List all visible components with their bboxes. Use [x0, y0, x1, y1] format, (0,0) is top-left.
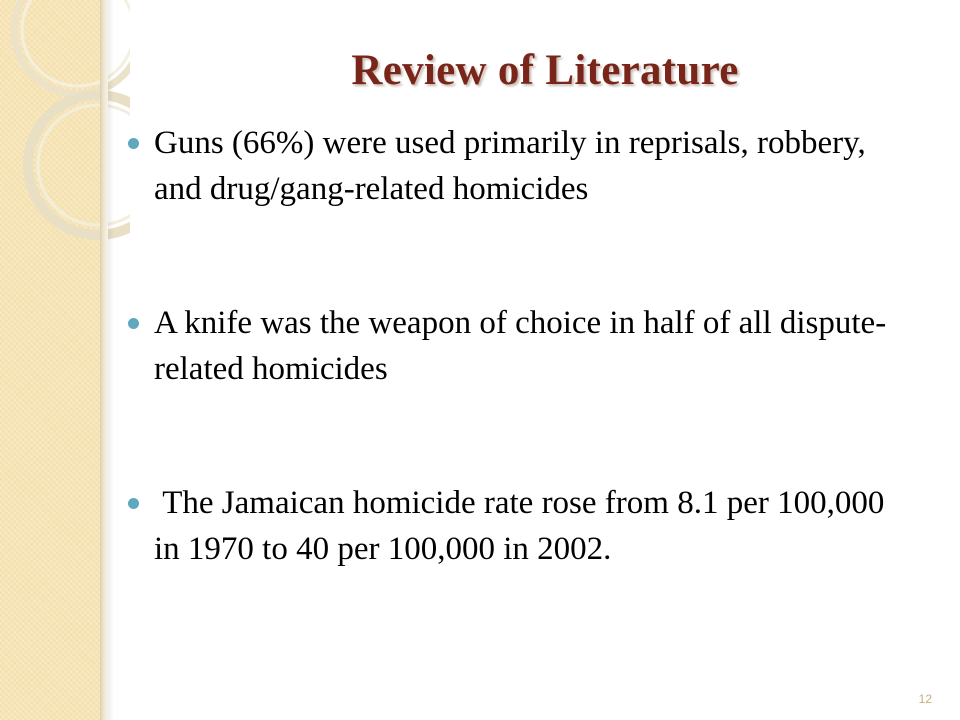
bullet-icon — [128, 318, 139, 329]
bullet-icon — [128, 138, 139, 149]
slide-number: 12 — [918, 692, 932, 706]
bullet-text: Guns (66%) were used primarily in reprisals, robbery, and drug/gang-related homicides — [154, 125, 866, 207]
side-band-edge — [100, 0, 108, 720]
slide-title: Review of Literature — [351, 47, 739, 94]
bullet-text: The Jamaican homicide rate rose from 8.1 per 100,000 in 1970 to 40 per 100,000 in 2002. — [154, 485, 893, 567]
bullet-item — [128, 300, 918, 392]
bullet-text: A knife was the weapon of choice in half of all dispute-related homicides — [154, 305, 887, 387]
bullet-item — [128, 480, 918, 572]
bullet-item — [128, 120, 918, 212]
bullet-list — [128, 120, 918, 572]
bullet-icon — [128, 498, 139, 509]
side-band-shadow — [108, 0, 114, 720]
